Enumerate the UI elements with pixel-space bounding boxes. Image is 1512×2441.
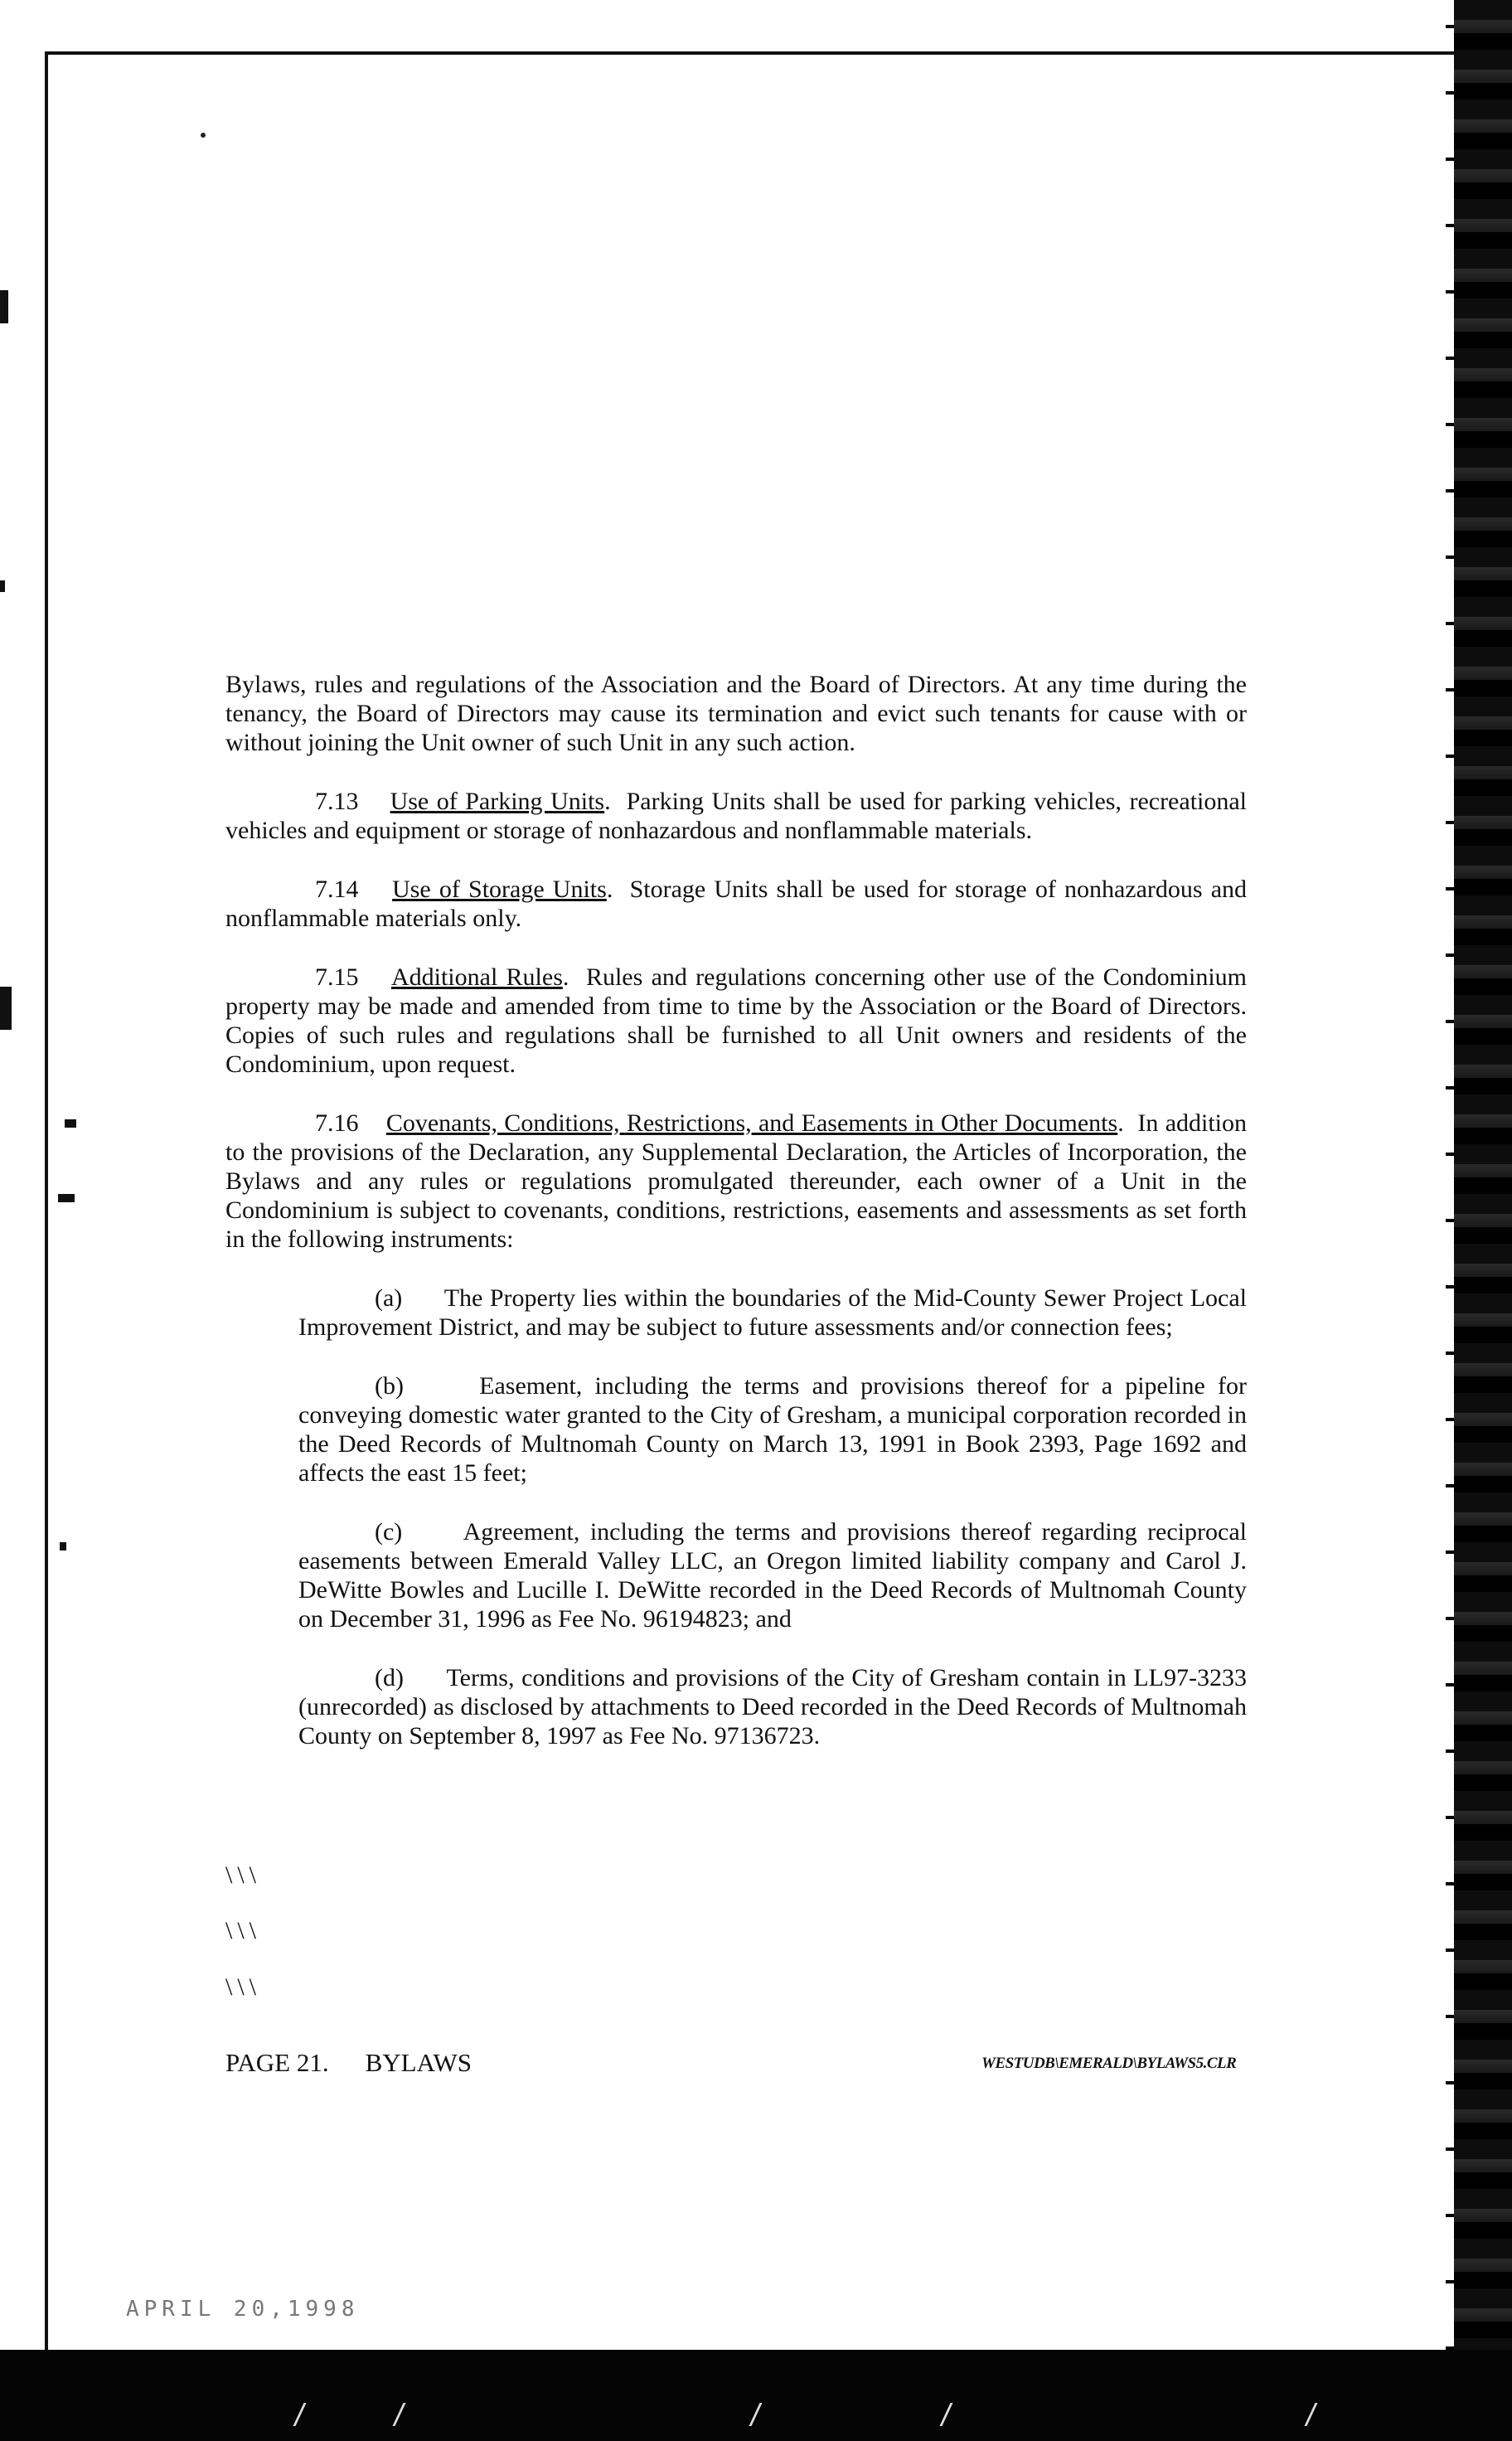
separator-slashes: \\\	[225, 1861, 262, 1889]
date-stamp: APRIL 20,1998	[126, 2297, 360, 2322]
subitem-text: Easement, including the terms and provisions thereof for a pipeline for conveying domestic water granted to the City of Gresham, a municipal corporation recorded in the Deed Records of Multnomah County on March 13, 1991 in Book 2393, Page 1692 and affects the east 15 feet;	[298, 1372, 1248, 1487]
section-number: 7.13	[315, 788, 359, 815]
section-7-16: 7.16 Covenants, Conditions, Restrictions, and Easements in Other Documents. In addition to the provisions of the Declaration, any Supplemental Declaration, the Articles of Incorporation, the Bylaws and any rules or regulations promulgated thereunder, each owner of a Unit in the Condominium is subject to covenants, conditions, restrictions, easements and assessments as set forth in the following instruments:	[225, 1109, 1248, 1253]
scan-edge-right-noise	[1446, 0, 1454, 2441]
document-body	[225, 670, 1247, 1780]
section-7-13: 7.13 Use of Parking Units. Parking Units shall be used for parking vehicles, recreational vehicles and equipment or storage of nonhazardous and nonflammable materials.	[225, 788, 1248, 844]
subitem-text: The Property lies within the boundaries of the Mid-County Sewer Project Local Improvement District, and may be subject to future assessments and/or connection fees;	[298, 1284, 1247, 1341]
section-number: 7.14	[315, 876, 359, 903]
separator-slashes: \\\	[225, 1917, 262, 1944]
intro-paragraph: Bylaws, rules and regulations of the Association and the Board of Directors. At any time during the tenancy, the Board of Directors may cause its termination and evict such tenants for cause with or without joining the Unit owner of such Unit in any such action.	[225, 671, 1247, 756]
subitem-text: Agreement, including the terms and provisions thereof regarding reciprocal easements between Emerald Valley LLC, an Oregon limited liability company and Carol J. DeWitte Bowles and Lucille I. DeWitte recorded in the Deed Records of Multnomah County on December 31, 1996 as Fee No. 96194823; and	[298, 1518, 1247, 1633]
subitem-a	[298, 1284, 1247, 1342]
scan-edge-right	[1454, 0, 1512, 2441]
section-body: In addition to the provisions of the Declaration, any Supplemental Declaration, the Articles of Incorporation, the Bylaws and any rules or regulations promulgated thereunder, each owner of a Unit in the Condominium is subject to covenants, conditions, restrictions, easements and assessments as set forth in the following instruments:	[225, 1109, 1248, 1253]
file-path: WESTUDB\EMERALD\BYLAWS5.CLR	[981, 2055, 1237, 2072]
section-heading: Use of Storage Units	[392, 876, 607, 903]
section-heading: Use of Parking Units	[390, 788, 605, 815]
subitem-label: (b)	[375, 1372, 404, 1400]
section-7-15: 7.15 Additional Rules. Rules and regulations concerning other use of the Condominium property may be made and amended from time to time by the Association or the Board of Directors. Copies of such rules and regulations shall be furnished to all Unit owners and residents of the Condominium, upon request.	[225, 963, 1248, 1078]
scan-edge-bottom	[0, 2350, 1512, 2441]
section-number: 7.16	[315, 1109, 359, 1137]
subitem-d	[298, 1663, 1247, 1750]
separator-slashes: \\\	[225, 1973, 262, 2001]
subitem-b	[298, 1371, 1247, 1487]
footer-title: BYLAWS	[365, 2048, 472, 2077]
subitem-label: (c)	[375, 1518, 403, 1546]
section-body: Storage Units shall be used for storage of nonhazardous and nonflammable materials only.	[225, 876, 1248, 932]
subitem-label: (a)	[375, 1284, 403, 1312]
page-number: PAGE 21.	[225, 2048, 329, 2077]
subitem-label: (d)	[375, 1664, 404, 1691]
section-heading: Covenants, Conditions, Restrictions, and Easements in Other Documents	[385, 1109, 1118, 1137]
section-body: Rules and regulations concerning other use of the Condominium property may be made and amended from time to time by the Association or the Board of Directors. Copies of such rules and regulations shall be furnished to all Unit owners and residents of the Condominium, upon request.	[225, 963, 1248, 1078]
scan-speck	[201, 133, 206, 138]
section-body: Parking Units shall be used for parking vehicles, recreational vehicles and equipment or storage of nonhazardous and nonflammable materials.	[225, 788, 1248, 844]
subitem-c	[298, 1517, 1247, 1633]
section-heading: Additional Rules	[390, 963, 563, 991]
subitem-text: Terms, conditions and provisions of the City of Gresham contain in LL97-3233 (unrecorded) as disclosed by attachments to Deed recorded in the Deed Records of Multnomah County on September 8, 1997 as Fee No. 97136723.	[298, 1664, 1247, 1749]
page-footer	[225, 2048, 472, 2078]
section-number: 7.15	[315, 963, 359, 991]
section-7-14: 7.14 Use of Storage Units. Storage Units shall be used for storage of nonhazardous and nonflammable materials only.	[225, 876, 1248, 932]
